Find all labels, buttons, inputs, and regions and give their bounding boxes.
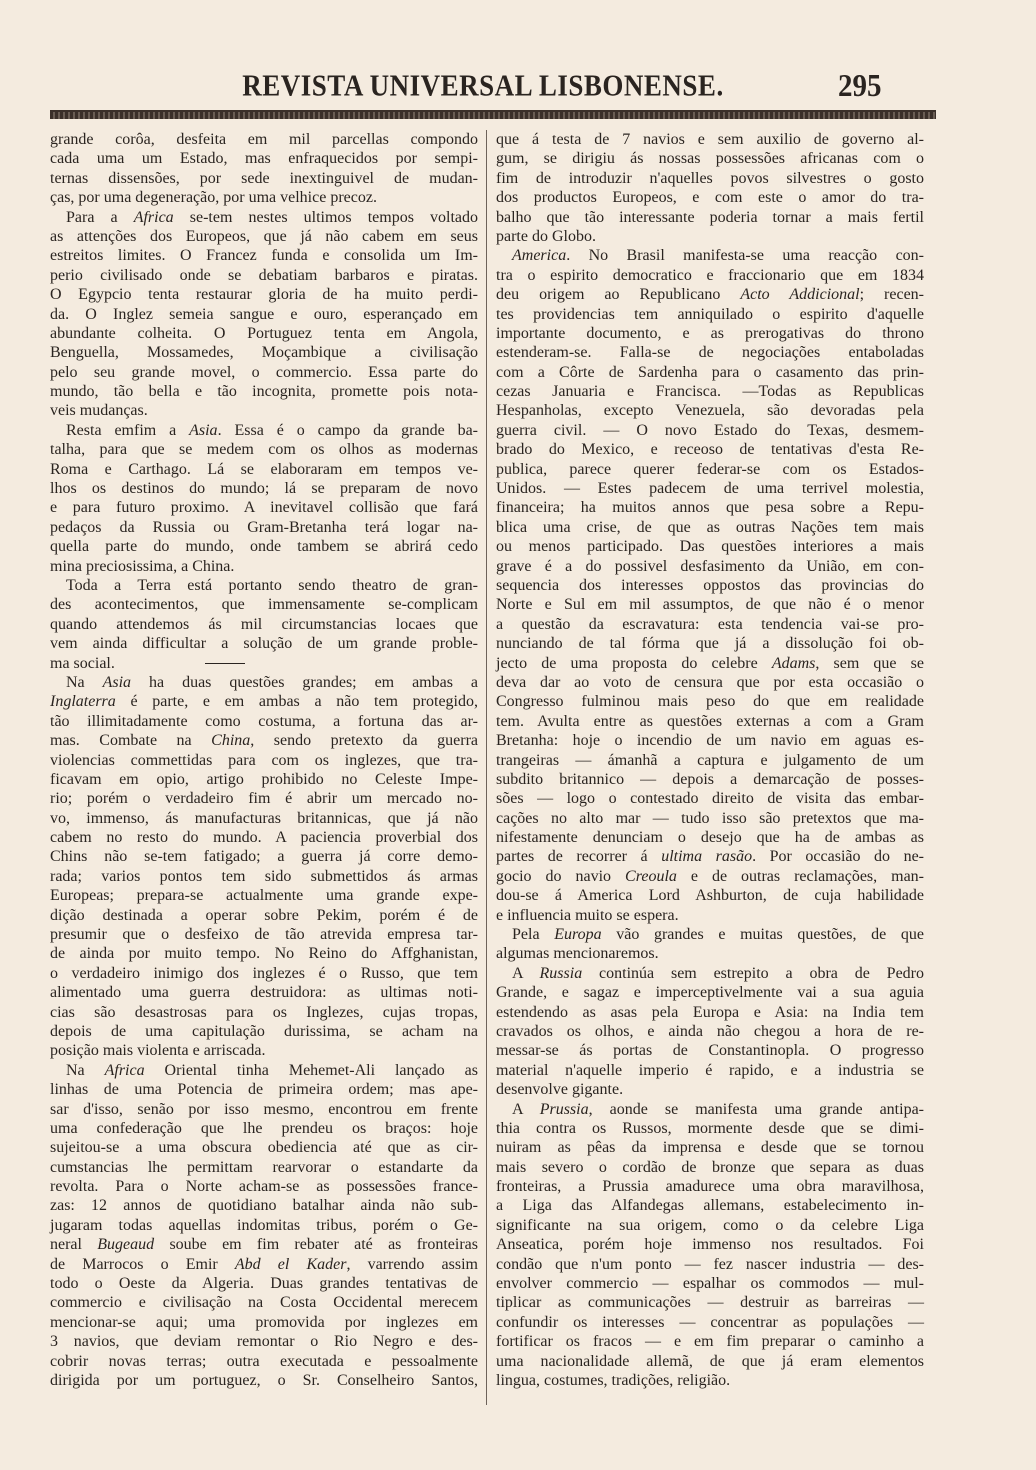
text-segment: A xyxy=(512,964,540,982)
text-segment: talha, para que se medem com os olhos as modernas xyxy=(50,441,478,459)
text-line xyxy=(50,828,478,847)
text-line xyxy=(496,964,924,983)
text-segment: lhos os destinos do mundo; lá se preparam de novo xyxy=(50,480,478,498)
text-segment: e para futuro proximo. A inevitavel collisão que fará xyxy=(50,499,478,517)
text-line xyxy=(496,1022,924,1041)
text-segment: uma nacionalidade allemã, de que já eram elementos xyxy=(496,1352,924,1370)
text-line xyxy=(50,266,478,285)
text-line xyxy=(496,615,924,634)
text-line xyxy=(50,149,478,168)
text-segment: condão que n'um ponto — fez nascer industria — des- xyxy=(496,1255,924,1273)
text-line xyxy=(50,460,478,479)
text-segment: Para a xyxy=(66,208,134,226)
text-segment: sões — logo o contestado direito de visita das embar- xyxy=(496,790,924,808)
header-rule xyxy=(50,110,936,119)
text-line xyxy=(496,130,924,149)
text-line xyxy=(50,576,478,595)
text-segment: commercio e civilisação na Costa Occidental merecem xyxy=(50,1294,478,1312)
text-line xyxy=(50,1371,478,1390)
text-segment: mais severo o cordão de bronze que separa as duas xyxy=(496,1158,924,1176)
text-line xyxy=(496,1003,924,1022)
text-segment: fim de introduzir n'aquelles povos silvestres o gosto xyxy=(496,169,924,187)
text-line xyxy=(50,305,478,324)
text-line xyxy=(496,1196,924,1215)
text-segment: tiplicar as communicações — destruir as barreiras — xyxy=(496,1294,924,1312)
text-line xyxy=(50,440,478,459)
text-line xyxy=(50,789,478,808)
text-segment: sequencia dos interesses oppostos das provincias do xyxy=(496,576,924,594)
text-line xyxy=(50,421,478,440)
text-segment: mina preciosissima, a China. xyxy=(50,557,235,575)
text-segment: grande corôa, desfeita em mil parcellas compondo xyxy=(50,131,478,148)
text-segment: vão grandes e muitas questões, de que xyxy=(601,926,924,944)
text-line xyxy=(50,324,478,343)
text-segment: guerra civil. — O novo Estado do Texas, desmem- xyxy=(496,421,924,439)
text-segment: ha duas questões grandes; em ambas a xyxy=(131,673,478,691)
column-left xyxy=(50,130,478,1390)
text-line xyxy=(496,886,924,905)
text-line xyxy=(50,654,478,673)
text-segment: importante documento, e as prerogativas do throno xyxy=(496,324,924,342)
text-segment: mundo, tão bella e tão incognita, promette pois nota- xyxy=(50,383,478,401)
text-line xyxy=(496,1313,924,1332)
text-segment: jecto de uma proposta do celebre xyxy=(496,654,772,672)
text-segment: A xyxy=(512,1100,540,1118)
text-line xyxy=(50,751,478,770)
text-segment: ternas dissensões, por sede inextinguivel de mudan- xyxy=(50,169,478,187)
text-segment: tes providencias tem anniquilado o espirito d'aquelle xyxy=(496,305,924,323)
text-segment: publica, parece querer federar-se com os Estados- xyxy=(496,460,924,478)
text-segment: fronteiras, a Prussia amadurece uma obra maravilhosa, xyxy=(496,1178,924,1196)
text-segment: Europeas; prepara-se actualmente uma grande expe- xyxy=(50,887,478,905)
text-segment: tão illimitadamente como costuma, a fortuna das ar- xyxy=(50,712,478,730)
text-segment: desenvolve gigante. xyxy=(496,1081,624,1099)
text-segment: des acontecimentos, que immensamente se-complicam xyxy=(50,596,478,614)
text-line xyxy=(50,1080,478,1099)
text-segment: a Liga das Alfandegas allemans, estabelecimento in- xyxy=(496,1197,924,1215)
text-segment: subdito britannico — depois a demarcação de posses- xyxy=(496,770,924,788)
text-segment: vem ainda difficultar a solução de um grande proble- xyxy=(50,635,478,653)
text-segment: , sendo pretexto da guerra xyxy=(250,732,479,750)
text-segment: Congresso fulminou mais peso do que em realidade xyxy=(496,693,924,711)
text-line xyxy=(50,227,478,246)
text-line xyxy=(50,1022,478,1041)
italic-term: ultima rasão xyxy=(661,848,753,866)
text-line xyxy=(496,440,924,459)
text-line xyxy=(50,188,478,207)
text-line xyxy=(496,1061,924,1080)
text-line xyxy=(496,518,924,537)
text-segment: . No Brasil manifesta-se uma reacção con- xyxy=(566,247,924,265)
text-segment: abundante colheita. O Portuguez tenta em Angola, xyxy=(50,324,478,342)
text-line xyxy=(50,964,478,983)
text-segment: Unidos. — Estes padecem de uma terrivel molestia, xyxy=(496,480,924,498)
text-segment: Norte e Sul em mil assumptos, de que não é o menor xyxy=(496,596,924,614)
text-segment: continúa sem estrepito a obra de Pedro xyxy=(582,964,925,982)
text-segment: cações no alto mar — tudo isso são pretextos que ma- xyxy=(496,809,924,827)
text-segment: pelo seu grande movel, o commercio. Essa parte do xyxy=(50,363,478,381)
text-segment: violencias commettidas para com os inglezes, que tra- xyxy=(50,751,478,769)
text-line xyxy=(496,479,924,498)
text-line xyxy=(496,537,924,556)
text-segment: Oriental tinha Mehemet-Ali lançado as xyxy=(144,1061,479,1079)
text-segment: parte do Globo. xyxy=(496,227,596,245)
text-line xyxy=(50,1003,478,1022)
italic-term: Asia xyxy=(189,421,218,439)
text-line xyxy=(496,1352,924,1371)
text-line xyxy=(496,654,924,673)
text-segment: dou-se á America Lord Ashburton, de cuja habilidade xyxy=(496,887,924,905)
text-line xyxy=(496,770,924,789)
text-segment: balho que tão interessante poderia tornar a mais fertil xyxy=(496,208,924,226)
text-line xyxy=(50,1216,478,1235)
text-line xyxy=(50,906,478,925)
text-segment: estendendo as asas pela Europa e Asia: na India tem xyxy=(496,1003,924,1021)
text-segment: Na xyxy=(66,673,103,691)
text-segment: todo o Oeste da Algeria. Duas grandes tentativas de xyxy=(50,1275,478,1293)
text-segment: fortificar os fracos — e em fim preparar o caminho a xyxy=(496,1333,924,1351)
text-line xyxy=(496,1138,924,1157)
italic-term: Adams xyxy=(771,654,816,672)
text-segment: estenderam-se. Falla-se de negociações entaboladas xyxy=(496,344,924,362)
text-segment: é parte, e em ambas a não tem protegido, xyxy=(115,693,478,711)
text-segment: , sem que se xyxy=(815,654,924,672)
text-line xyxy=(496,382,924,401)
text-line xyxy=(50,1061,478,1080)
column-divider xyxy=(486,130,487,1405)
text-line xyxy=(496,828,924,847)
text-segment: depois de uma capitulação durissima, se acham na xyxy=(50,1022,478,1040)
text-line xyxy=(496,1371,924,1390)
text-segment: messar-se ás portas de Constantinopla. O progresso xyxy=(496,1042,924,1060)
text-line xyxy=(50,634,478,653)
text-line xyxy=(50,557,478,576)
text-segment: Anseatica, porém hoje immenso nos resultados. Foi xyxy=(496,1236,924,1254)
text-segment: dirigida por um portuguez, o Sr. Conselheiro Santos, xyxy=(50,1372,478,1389)
text-line xyxy=(496,906,924,925)
section-separator xyxy=(205,663,245,664)
text-line xyxy=(50,712,478,731)
text-segment: . Por occasião do ne- xyxy=(752,848,925,866)
text-line xyxy=(496,1119,924,1138)
italic-term: Creoula xyxy=(625,867,677,885)
text-line xyxy=(496,634,924,653)
text-segment: as attenções dos Europeos, que já não cabem em seus xyxy=(50,227,478,245)
text-line xyxy=(496,188,924,207)
text-segment: zas: 12 annos de quotidiano batalhar ainda não sub- xyxy=(50,1197,478,1215)
italic-term: Acto Addicional xyxy=(740,286,860,304)
text-line xyxy=(50,1177,478,1196)
text-segment: mencionar-se aqui; uma promovida por inglezes em xyxy=(50,1313,478,1331)
text-line xyxy=(50,731,478,750)
text-segment: pedaços da Russia ou Gram-Bretanha terá logar na- xyxy=(50,518,478,536)
text-segment: mas. Combate na xyxy=(50,732,212,750)
text-segment: e de outras reclamações, man- xyxy=(676,867,925,885)
text-line xyxy=(50,479,478,498)
text-segment: rio; porém o verdadeiro fim é abrir um mercado no- xyxy=(50,790,478,808)
text-segment: alimentado uma guerra destruidora: as ultimas noti- xyxy=(50,984,478,1002)
text-line xyxy=(496,401,924,420)
text-segment: estreitos limites. O Francez funda e consolida um Im- xyxy=(50,247,478,265)
text-segment: O Egypcio tenta restaurar gloria de ha muito perdi- xyxy=(50,286,478,304)
text-segment: a questão da escravatura: esta tendencia vai-se pro- xyxy=(496,615,924,633)
text-line xyxy=(496,673,924,692)
text-line xyxy=(496,925,924,944)
italic-term: Russia xyxy=(539,964,583,982)
text-line xyxy=(50,1119,478,1138)
text-line xyxy=(496,1235,924,1254)
text-segment: , aonde se manifesta uma grande antipa- xyxy=(588,1100,924,1118)
text-segment: da. O Inglez semeia sangue e ouro, esperançado em xyxy=(50,305,478,323)
text-line xyxy=(496,595,924,614)
text-segment: tra o espirito democratico e fraccionario que em 1834 xyxy=(496,266,924,284)
text-line xyxy=(50,847,478,866)
italic-term: Asia xyxy=(102,673,132,691)
text-line xyxy=(496,498,924,517)
text-segment: de ainda por muito tempo. No Reino do Affghanistan, xyxy=(50,945,478,963)
text-segment: cobrir novas terras; outra executada e pessoalmente xyxy=(50,1352,478,1370)
text-line xyxy=(496,712,924,731)
text-segment: linhas de uma Potencia de primeira ordem; mas ape- xyxy=(50,1081,478,1099)
text-segment: Toda a Terra está portanto sendo theatro de gran- xyxy=(66,576,478,594)
text-segment: nuiram as pêas da imprensa e desde que se tornou xyxy=(496,1139,924,1157)
text-segment: cabem no resto do mundo. A paciencia proverbial dos xyxy=(50,829,478,847)
text-segment: neral xyxy=(50,1236,98,1254)
text-segment: Benguella, Mossamedes, Moçambique a civilisação xyxy=(50,344,478,362)
text-line xyxy=(50,867,478,886)
text-line xyxy=(496,809,924,828)
text-segment: com a Côrte de Sardenha para o casamento das prin- xyxy=(496,363,924,381)
text-segment: algumas mencionaremos. xyxy=(496,945,659,963)
text-line xyxy=(50,809,478,828)
text-line xyxy=(50,518,478,537)
text-line xyxy=(50,1100,478,1119)
text-line xyxy=(496,1332,924,1351)
text-line xyxy=(496,1216,924,1235)
italic-term: Africa xyxy=(104,1061,145,1079)
text-segment: ma social. xyxy=(50,654,115,672)
text-line xyxy=(50,1274,478,1293)
text-segment: se-tem nestes ultimos tempos voltado xyxy=(173,208,479,226)
text-line xyxy=(496,576,924,595)
text-line xyxy=(50,1352,478,1371)
text-segment: blica uma crise, de que as outras Nações tem mais xyxy=(496,518,924,536)
text-line xyxy=(50,1313,478,1332)
text-line xyxy=(496,421,924,440)
text-segment: Bretanha: hoje o incendio de um navio em aguas es- xyxy=(496,732,924,750)
text-segment: rada; varios pontos tem sido submettidos ás armas xyxy=(50,867,478,885)
text-segment: cias são desastrosas para os Inglezes, cujas tropas, xyxy=(50,1003,478,1021)
text-line xyxy=(50,944,478,963)
text-segment: vo, immenso, ás manufacturas britannicas, que já não xyxy=(50,809,478,827)
text-segment: . Essa é o campo da grande ba- xyxy=(217,421,478,439)
text-line xyxy=(50,1255,478,1274)
text-line xyxy=(50,130,478,149)
text-segment: que á testa de 7 navios e sem auxilio de governo al- xyxy=(496,131,924,148)
text-line xyxy=(496,1080,924,1099)
text-segment: envolver commercio — espalhar os commodos — mul- xyxy=(496,1275,924,1293)
text-line xyxy=(50,1196,478,1215)
text-segment: trangeiras — ámanhã a captura e julgamento de um xyxy=(496,751,924,769)
text-segment: Chins não se-tem fatigado; a guerra já corre demo- xyxy=(50,848,478,866)
text-line xyxy=(496,1293,924,1312)
text-segment: significante na sua origem, como o da celebre Liga xyxy=(496,1216,924,1234)
italic-term: America xyxy=(512,247,567,265)
text-line xyxy=(50,886,478,905)
text-line xyxy=(496,149,924,168)
text-line xyxy=(496,731,924,750)
text-line xyxy=(50,363,478,382)
italic-term: Europa xyxy=(554,926,602,944)
text-line xyxy=(50,983,478,1002)
text-line xyxy=(50,615,478,634)
text-line xyxy=(496,227,924,246)
text-segment: jugaram todas aquellas indomitas tribus, porém o Ge- xyxy=(50,1216,478,1234)
text-line xyxy=(496,557,924,576)
text-line xyxy=(50,770,478,789)
text-line xyxy=(50,246,478,265)
text-segment: material n'aquelle imperio é rapido, e a industria se xyxy=(496,1061,924,1079)
italic-term: Inglaterra xyxy=(50,693,116,711)
text-segment: sujeitou-se a uma obscura obediencia até que as cir- xyxy=(50,1139,478,1157)
text-segment: ; recen- xyxy=(859,286,924,304)
text-segment: lingua, costumes, tradições, religião. xyxy=(496,1372,731,1389)
italic-term: Africa xyxy=(133,208,174,226)
text-line xyxy=(50,692,478,711)
text-segment: 3 navios, que deviam remontar o Rio Negro e des- xyxy=(50,1333,478,1351)
text-line xyxy=(496,1255,924,1274)
text-line xyxy=(50,169,478,188)
text-segment: Hespanholas, excepto Venezuela, são devoradas pela xyxy=(496,402,924,420)
text-line xyxy=(50,285,478,304)
text-segment: thia contra os Russos, mormente desde que se dimi- xyxy=(496,1119,924,1137)
text-line xyxy=(496,266,924,285)
text-segment: Roma e Carthago. Lá se elaboraram em tempos ve- xyxy=(50,460,478,478)
text-line xyxy=(50,1332,478,1351)
text-segment: brado do Mexico, e receoso de tentativas d'esta Re- xyxy=(496,441,924,459)
text-segment: confundir os interesses — concentrar as populações — xyxy=(496,1313,924,1331)
text-line xyxy=(496,324,924,343)
text-segment: cada uma um Estado, mas enfraquecidos por sempi- xyxy=(50,150,478,168)
text-segment: perio civilisado onde se debatiam barbaros e piratas. xyxy=(50,266,478,284)
text-line xyxy=(496,692,924,711)
text-line xyxy=(496,1274,924,1293)
text-line xyxy=(50,1041,478,1060)
italic-term: China xyxy=(211,732,251,750)
text-segment: ças, por uma degeneração, por uma velhice precoz. xyxy=(50,189,377,207)
text-line xyxy=(50,537,478,556)
text-line xyxy=(496,1100,924,1119)
text-segment: grave é a do possivel desfasimento da União, em con- xyxy=(496,557,924,575)
text-segment: Grande, e sagaz e imperceptivelmente vai a sua aguia xyxy=(496,984,924,1002)
text-segment: de Marrocos o Emir xyxy=(50,1255,235,1273)
text-segment: quella parte do mundo, onde tambem se abrirá cedo xyxy=(50,538,478,556)
text-line xyxy=(496,847,924,866)
text-segment: cezas Januaria e Francisca. —Todas as Republicas xyxy=(496,383,924,401)
text-segment: presumir que o desfeixo de tão atrevida empresa tar- xyxy=(50,926,478,944)
text-segment: Na xyxy=(66,1061,105,1079)
text-segment: gocio do navio xyxy=(496,867,626,885)
text-line xyxy=(496,867,924,886)
text-line xyxy=(50,401,478,420)
text-line xyxy=(496,343,924,362)
text-segment: veis mudanças. xyxy=(50,402,148,420)
text-line xyxy=(496,460,924,479)
text-line xyxy=(50,1293,478,1312)
text-line xyxy=(496,363,924,382)
text-segment: cravados os olhos, e ainda não chegou a hora de re- xyxy=(496,1022,924,1040)
text-line xyxy=(496,169,924,188)
text-segment: dição destinada a operar sobre Pekim, porém é de xyxy=(50,906,478,924)
text-segment: cumstancias lhe permittam rearvorar o estandarte da xyxy=(50,1158,478,1176)
text-segment: deva dar ao voto de censura que por esta occasião o xyxy=(496,673,924,691)
text-line xyxy=(496,1177,924,1196)
text-segment: posição mais violenta e arriscada. xyxy=(50,1042,266,1060)
text-segment: quando attendemos ás mil circumstancias locaes que xyxy=(50,615,478,633)
text-line xyxy=(496,1041,924,1060)
column-right xyxy=(496,130,924,1390)
text-line xyxy=(496,208,924,227)
text-segment: Pela xyxy=(512,926,555,944)
text-line xyxy=(50,208,478,227)
text-line xyxy=(496,305,924,324)
text-line xyxy=(50,382,478,401)
text-segment: gum, se dirigiu ás nossas possessões africanas com o xyxy=(496,150,924,168)
text-line xyxy=(496,1158,924,1177)
text-segment: tem. Avulta entre as questões externas a com a Gram xyxy=(496,712,924,730)
text-segment: , varrendo assim xyxy=(346,1255,478,1273)
text-line xyxy=(496,789,924,808)
text-segment: Resta emfim a xyxy=(66,421,190,439)
text-segment: revolta. Para o Norte acham-se as possessões france- xyxy=(50,1178,478,1196)
text-line xyxy=(50,595,478,614)
text-segment: ficavam em opio, artigo prohibido no Celeste Impe- xyxy=(50,770,478,788)
italic-term: Abd el Kader xyxy=(234,1255,347,1273)
italic-term: Bugeaud xyxy=(97,1236,155,1254)
text-segment: deu origem ao Republicano xyxy=(496,286,741,304)
text-segment: partes de recorrer á xyxy=(496,848,662,866)
text-line xyxy=(496,246,924,265)
text-line xyxy=(50,673,478,692)
text-segment: e influencia muito se espera. xyxy=(496,906,679,924)
text-segment: o verdadeiro inimigo dos inglezes é o Russo, que tem xyxy=(50,964,478,982)
text-line xyxy=(50,343,478,362)
text-line xyxy=(496,751,924,770)
page-title: REVISTA UNIVERSAL LISBONENSE. xyxy=(242,67,724,103)
text-segment: dos productos Europeos, e com este o amor do tra- xyxy=(496,189,924,207)
italic-term: Prussia xyxy=(539,1100,589,1118)
text-segment: nunciando de tal fórma que já a dissolução foi ob- xyxy=(496,635,924,653)
page-number: 295 xyxy=(838,68,882,104)
text-line xyxy=(50,498,478,517)
text-line xyxy=(50,1235,478,1254)
text-line xyxy=(496,944,924,963)
text-line xyxy=(50,1138,478,1157)
text-segment: sar d'isso, senão por isso mesmo, encontrou em frente xyxy=(50,1100,478,1118)
text-segment: soube em fim rebater até as fronteiras xyxy=(154,1236,479,1254)
text-segment: nifestamente denunciam o desejo que ha de ambas as xyxy=(496,829,924,847)
text-line xyxy=(50,1158,478,1177)
text-line xyxy=(496,983,924,1002)
text-segment: uma confederação que lhe prendeu os braços: hoje xyxy=(50,1119,478,1137)
text-line xyxy=(496,285,924,304)
text-line xyxy=(50,925,478,944)
text-segment: financeira; ha muitos annos que pesa sobre a Repu- xyxy=(496,499,924,517)
text-segment: ou menos participado. Das questões interiores a mais xyxy=(496,538,924,556)
